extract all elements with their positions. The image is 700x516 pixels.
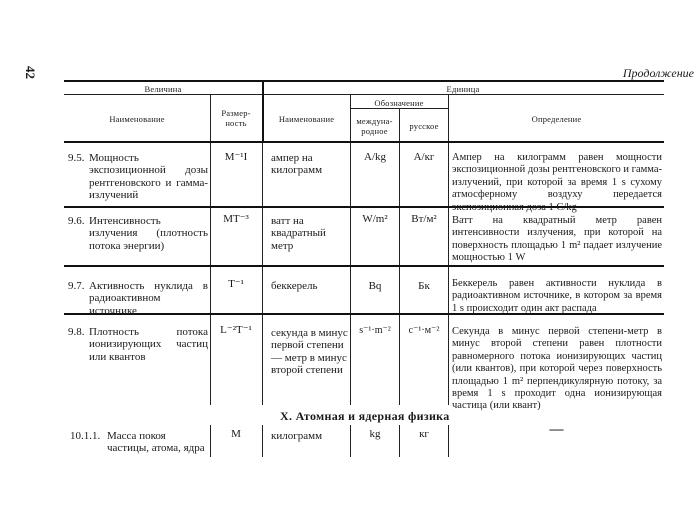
definition: Беккерель равен активности нуклида в радиоактивном источнике, в котором за время 1 s происходит один акт распада xyxy=(452,278,662,314)
symbol-international: kg xyxy=(369,428,381,440)
header-definition: Определение xyxy=(531,114,582,124)
symbol-russian: Бк xyxy=(418,280,430,292)
unit-name: ватт на квадратный метр xyxy=(271,215,326,252)
header-international: междуна- родное xyxy=(356,116,393,136)
row-number: 9.6. xyxy=(68,215,85,227)
definition: — xyxy=(549,422,564,437)
body-col-rule-5 xyxy=(448,143,449,405)
continued-label: Продолжение xyxy=(622,66,694,80)
body-col-rule-2 xyxy=(262,143,263,405)
body-col-rule-4 xyxy=(399,143,400,405)
quantity-name: Мощность экспозиционной дозы рентгеновского и гамма-излучений xyxy=(89,152,208,202)
quantity-name: Интенсивность излучения (плотность потока энергии) xyxy=(89,215,208,252)
symbol-international: A/kg xyxy=(364,151,386,163)
definition: Ампер на килограмм равен мощности экспозиционной дозы рентгеновского и гамма-излучений, при которой за время 1 s сухому атмосферному воздуху передается экспозиционная доза 1 C/kg xyxy=(452,152,662,213)
header-designation: Обозначение xyxy=(374,98,424,108)
table-top-rule xyxy=(64,80,664,82)
row-number: 9.8. xyxy=(68,326,85,338)
header-dimension: Размер- ность xyxy=(221,108,251,128)
quantity-name: Плотность потока ионизирующих частиц или квантов xyxy=(89,326,208,363)
header-name: Наименование xyxy=(109,114,165,124)
dimension: M⁻¹I xyxy=(224,151,248,163)
symbol-russian: A/кг xyxy=(413,151,435,163)
header-unit-name: Наименование xyxy=(278,114,335,124)
header-unit-group: Единица xyxy=(446,84,480,94)
symbol-russian: c⁻¹·м⁻² xyxy=(408,325,440,336)
section-title: X. Атомная и ядерная физика xyxy=(280,409,450,423)
row-number: 9.5. xyxy=(68,152,85,164)
body-col-rule-1 xyxy=(210,143,211,405)
symbol-international: Bq xyxy=(368,280,382,292)
body-col-rule-3 xyxy=(350,143,351,405)
row-rule-2 xyxy=(64,265,664,267)
unit-name: беккерель xyxy=(271,280,318,292)
unit-group-rule xyxy=(262,94,664,95)
dimension: MT⁻³ xyxy=(223,213,249,225)
definition: Ватт на квадратный метр равен интенсивности излучения, при которой на поверхность площадью 1 m² падает излучение мощностью 1 W xyxy=(452,215,662,264)
dimension: M xyxy=(231,428,241,440)
page-number: 42 xyxy=(23,66,38,79)
symbol-russian: Вт/м² xyxy=(411,213,437,225)
symbol-international: s⁻¹·m⁻² xyxy=(359,325,391,336)
header-russian: русское xyxy=(409,121,439,131)
quantity-name: Активность нуклида в радиоактивном источнике xyxy=(89,280,208,317)
row-number: 9.7. xyxy=(68,280,85,292)
unit-name: секунда в минус первой степени — метр в минус второй степени xyxy=(271,327,348,377)
definition: Секунда в минус первой степени-метр в минус второй степени равен плотности равномерного потока ионизирующих частиц (или квантов), при которой через поверхность площадью 1 m² перпендикулярную потоку, за время 1 s проходит одна ионизирующая частица (или квант) xyxy=(452,326,662,412)
header-quantity-group: Величина xyxy=(144,84,182,94)
quantity-name: Масса покоя частицы, атома, ядра xyxy=(107,430,205,455)
unit-name: килограмм xyxy=(271,430,323,442)
quantity-group-rule xyxy=(64,94,262,95)
unit-name: ампер на килограмм xyxy=(271,152,323,177)
symbol-international: W/m² xyxy=(362,213,388,225)
dimension: T⁻¹ xyxy=(228,278,244,290)
symbol-russian: кг xyxy=(419,428,429,440)
dimension: L⁻²T⁻¹ xyxy=(220,324,252,336)
section-col-rule-2 xyxy=(262,425,263,457)
header-bottom-rule xyxy=(64,141,664,143)
row-number: 10.1.1. xyxy=(70,430,101,442)
